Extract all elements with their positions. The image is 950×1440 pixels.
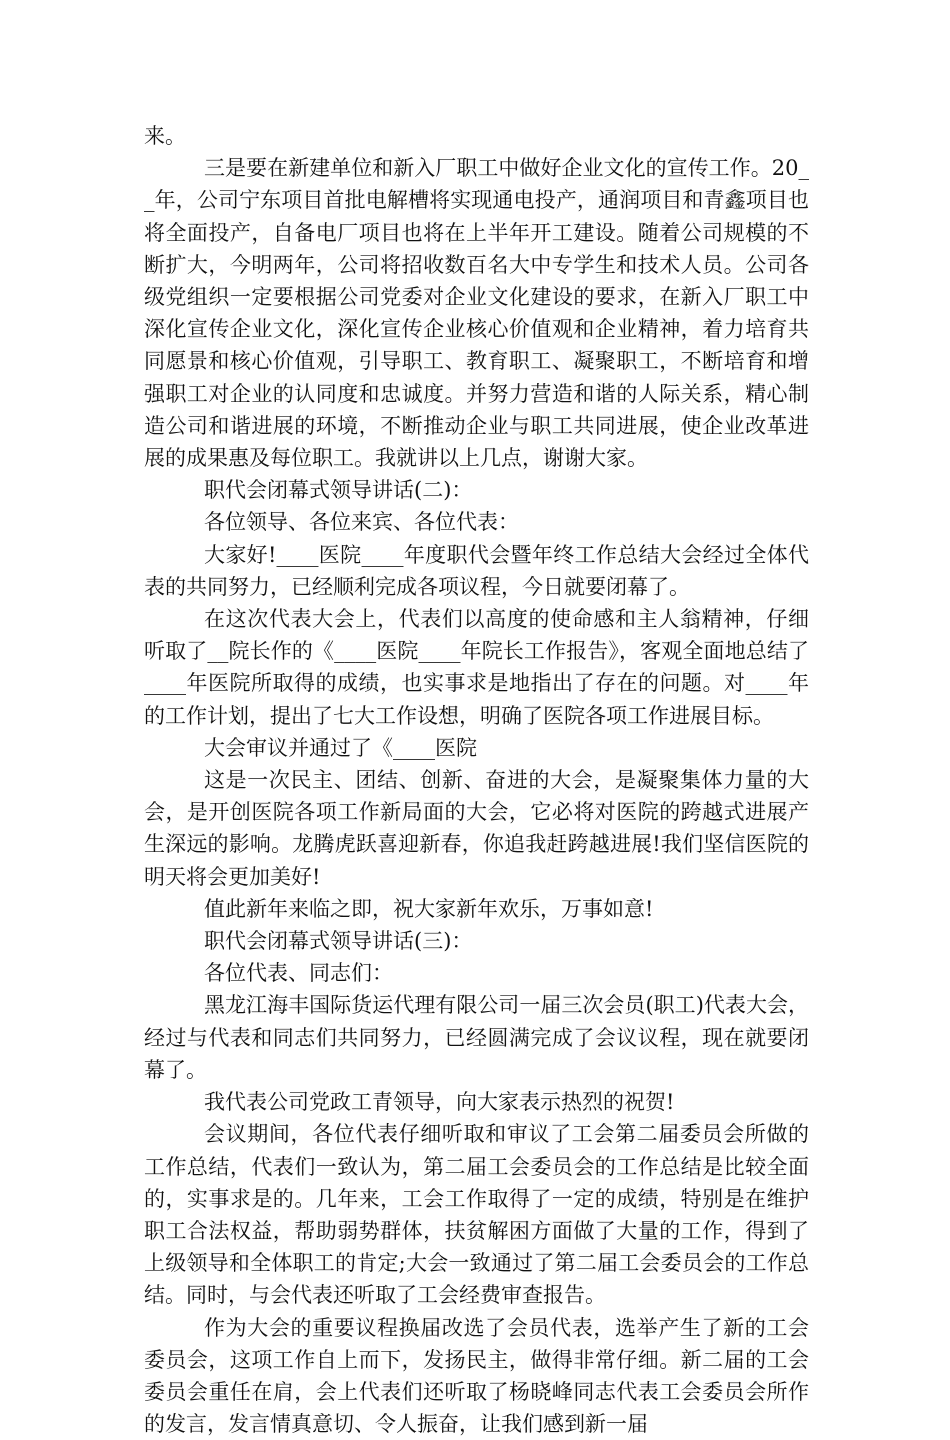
paragraph-12: 黑龙江海丰国际货运代理有限公司一届三次会员(职工)代表大会，经过与代表和同志们共同努力，已经圆满完成了会议议程，现在就要闭幕了。: [144, 993, 809, 1082]
paragraph-2: 三是要在新建单位和新入厂职工中做好企业文化的宣传工作。20__年，公司宁东项目首批电解槽将实现通电投产，通润项目和青鑫项目也将全面投产，自备电厂项目也将在上半年开工建设。随着公司规模的不断扩大，今明两年，公司将招收数百名大中专学生和技术人员。公司各级党组织一定要根据公司党委对企业文化建设的要求，在新入厂职工中深化宣传企业文化，深化宣传企业核心价值观和企业精神，着力培育共同愿景和核心价值观，引导职工、教育职工、凝聚职工，不断培育和增强职工对企业的认同度和忠诚度。并努力营造和谐的人际关系，精心制造公司和谐进展的环境，不断推动企业与职工共同进展，使企业改革进展的成果惠及每位职工。我就讲以上几点，谢谢大家。: [144, 156, 809, 471]
document-page: [144, 120, 809, 1440]
paragraph-6: 在这次代表大会上，代表们以高度的使命感和主人翁精神，仔细听取了__院长作的《____医院____年院长工作报告》，客观全面地总结了____年医院所取得的成绩，也实事求是地指出了存在的问题。对____年的工作计划，提出了七大工作设想，明确了医院各项工作进展目标。: [144, 607, 809, 728]
paragraph-5: 大家好!____医院____年度职代会暨年终工作总结大会经过全体代表的共同努力，已经顺利完成各项议程，今日就要闭幕了。: [144, 542, 809, 599]
paragraph-15: 作为大会的重要议程换届改选了会员代表，选举产生了新的工会委员会，这项工作自上而下，发扬民主，做得非常仔细。新二届的工会委员会重任在肩，会上代表们还听取了杨晓峰同志代表工会委员会所作的发言，发言情真意切、令人振奋，让我们感到新一届: [144, 1315, 809, 1437]
paragraph-8: 这是一次民主、团结、创新、奋进的大会，是凝聚集体力量的大会，是开创医院各项工作新局面的大会，它必将对医院的跨越式进展产生深远的影响。龙腾虎跃喜迎新春，你追我赶跨越进展!我们坚信医院的明天将会更加美好!: [144, 768, 809, 889]
paragraph-1: 来。: [144, 124, 186, 148]
paragraph-7: 大会审议并通过了《____医院: [204, 735, 477, 760]
section-heading-2: 职代会闭幕式领导讲话(二)：: [204, 478, 473, 503]
paragraph-14: 会议期间，各位代表仔细听取和审议了工会第二届委员会所做的工作总结，代表们一致认为，第二届工会委员会的工作总结是比较全面的，实事求是的。几年来，工会工作取得了一定的成绩，特别是在维护职工合法权益，帮助弱势群体，扶贫解困方面做了大量的工作，得到了上级领导和全体职工的肯定;大会一致通过了第二届工会委员会的工作总结。同时，与会代表还听取了工会经费审查报告。: [144, 1122, 809, 1308]
salutation-3: 各位代表、同志们：: [204, 961, 393, 986]
salutation-2: 各位领导、各位来宾、各位代表：: [204, 510, 519, 535]
section-heading-3: 职代会闭幕式领导讲话(三)：: [204, 929, 473, 954]
paragraph-13: 我代表公司党政工青领导，向大家表示热烈的祝贺!: [204, 1090, 675, 1115]
paragraph-9: 值此新年来临之即，祝大家新年欢乐，万事如意!: [204, 896, 654, 921]
